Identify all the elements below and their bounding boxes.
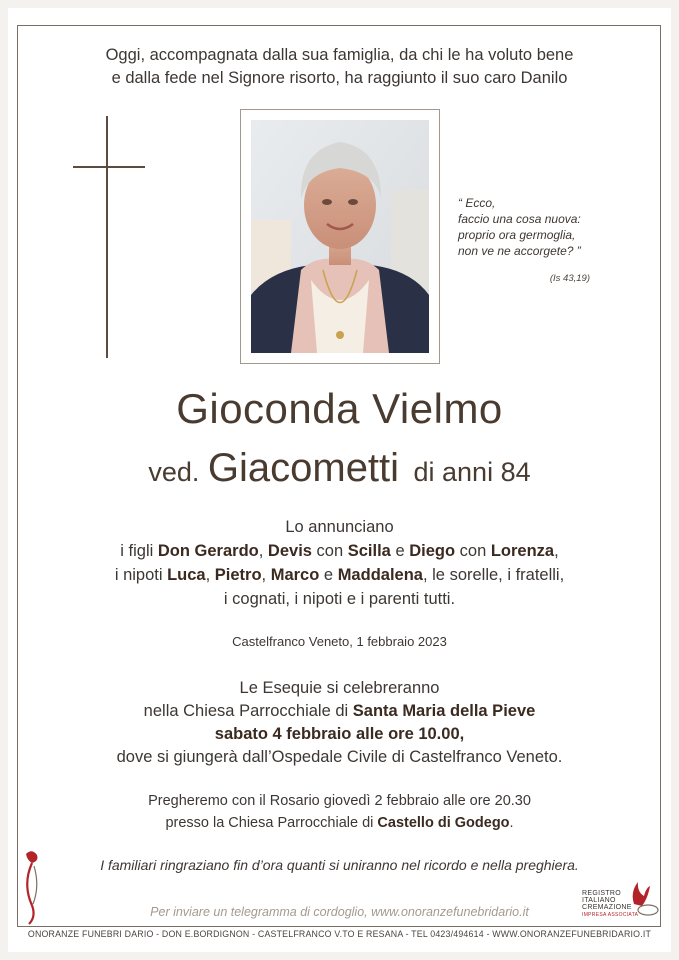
announce-grandchildren [0, 563, 679, 587]
quote-reference: (Is 43,19) [549, 273, 590, 284]
announcement [0, 515, 679, 611]
grandchild-name: Maddalena [337, 566, 423, 584]
rosary-line-2 [0, 812, 679, 834]
text: , [258, 542, 268, 560]
ved-prefix: ved. [148, 457, 200, 487]
cross-horizontal [73, 166, 145, 168]
grandchild-name: Luca [167, 566, 206, 584]
portrait-frame [240, 109, 440, 364]
rosary-info [0, 790, 679, 834]
quote-line-3: proprio ora germoglia, [458, 228, 576, 242]
funeral-line-1: Le Esequie si celebreranno [239, 679, 440, 697]
logo-line-4: IMPRESA ASSOCIATA [582, 912, 639, 918]
quote-line-2: faccio una cosa nuova: [458, 212, 581, 226]
text: , [554, 542, 559, 560]
funeral-line-4: dove si giungerà dall’Ospedale Civile di Castelfranco Veneto. [116, 748, 563, 766]
bible-quote [458, 195, 598, 259]
portrait-photo [251, 120, 429, 353]
child-name: Diego [409, 542, 456, 560]
rosary-place: Castello di Godego [377, 815, 510, 831]
married-name-line [0, 446, 679, 491]
married-name: Giacometti [207, 446, 400, 490]
text: , [205, 566, 215, 584]
text: . [509, 815, 514, 831]
grandchild-name: Pietro [214, 566, 262, 584]
church-name: Santa Maria della Pieve [352, 702, 536, 720]
telegram-link[interactable]: Per inviare un telegramma di cordoglio, www.onoranzefunebridario.it [150, 905, 529, 919]
funeral-date: sabato 4 febbraio alle ore 10.00, [214, 725, 465, 743]
quote-line-1: “ Ecco, [458, 196, 496, 210]
funeral-line-2 [0, 700, 679, 723]
text: presso la Chiesa Parrocchiale di [165, 815, 378, 831]
announce-children [0, 539, 679, 563]
child-name: Don Gerardo [157, 542, 259, 560]
cross-vertical [106, 116, 108, 358]
announce-relatives: i cognati, i nipoti e i parenti tutti. [223, 590, 456, 608]
text: i nipoti [114, 566, 168, 584]
child-name: Devis [267, 542, 312, 560]
text: i figli [120, 542, 158, 560]
quote-line-4: non ve ne accorgete? ” [458, 244, 581, 258]
funeral-info [0, 677, 679, 769]
announce-intro: Lo annunciano [285, 518, 394, 536]
age: di anni 84 [413, 457, 531, 487]
logo-line-1: REGISTRO [582, 890, 621, 897]
spouse-name: Scilla [347, 542, 391, 560]
text: , le sorelle, i fratelli, [422, 566, 565, 584]
grandchild-name: Marco [270, 566, 320, 584]
intro-line-2: e dalla fede nel Signore risorto, ha raggiunto il suo caro Danilo [111, 69, 568, 87]
cremation-registry-logo [582, 878, 666, 918]
thanks-text: I familiari ringraziano fin d’ora quanti si uniranno nel ricordo e nella preghiera. [100, 857, 579, 873]
footer-contact: ONORANZE FUNEBRI DARIO - DON E.BORDIGNON - CASTELFRANCO V.TO E RESANA - TEL 0423/494614 - WWW.ONORANZEFUNEBRIDARIO.IT [27, 929, 652, 939]
text: , [261, 566, 271, 584]
flame-icon [628, 878, 662, 918]
spouse-name: Lorenza [490, 542, 555, 560]
logo-line-2: ITALIANO [582, 897, 616, 904]
text: e [390, 542, 410, 560]
deceased-name: Gioconda Vielmo [176, 385, 503, 432]
text: con [455, 542, 491, 560]
place-date: Castelfranco Veneto, 1 febbraio 2023 [232, 634, 447, 649]
intro-text [0, 44, 679, 90]
text: e [319, 566, 338, 584]
intro-line-1: Oggi, accompagnata dalla sua famiglia, da chi le ha voluto bene [105, 46, 574, 64]
text: nella Chiesa Parrocchiale di [143, 702, 353, 720]
funeral-line-3 [0, 723, 679, 746]
text: con [311, 542, 348, 560]
logo-line-3: CREMAZIONE [582, 904, 632, 911]
rosary-line-1: Pregheremo con il Rosario giovedì 2 febbraio alle ore 20.30 [148, 793, 531, 809]
